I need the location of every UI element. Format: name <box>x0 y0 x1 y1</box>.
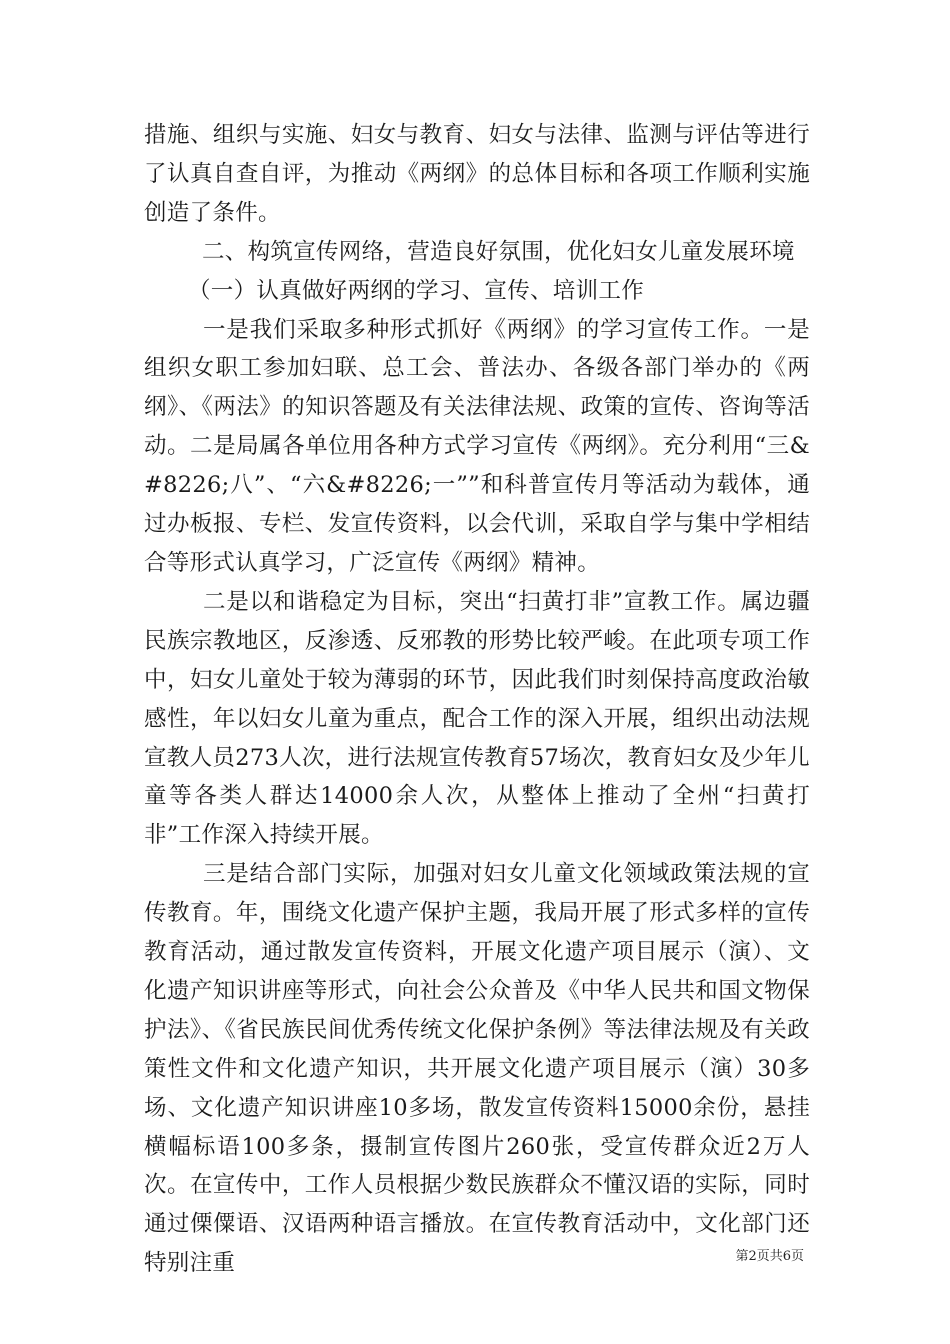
subsection-heading: （一）认真做好两纲的学习、宣传、培训工作 <box>188 277 645 304</box>
section-heading: 二、构筑宣传网络，营造良好氛围，优化妇女儿童发展环境 <box>202 238 795 265</box>
page-number: 第2页共6页 <box>735 1249 804 1264</box>
paragraph-continuation: 措施、组织与实施、妇女与教育、妇女与法律、监测与评估等进行了认真自查自评，为推动《两纲》的总体目标和各项工作顺利实施创造了条件。 <box>144 122 810 226</box>
document-body <box>144 116 810 1283</box>
paragraph-study-publicity: 一是我们采取多种形式抓好《两纲》的学习宣传工作。一是组织女职工参加妇联、总工会、普法办、各级各部门举办的《两纲》、《两法》的知识答题及有关法律法规、政策的宣传、咨询等活动。二是局属各单位用各种方式学习宣传《两纲》。充分利用“三&#8226;八”、“六&#8226;一””和科普宣传月等活动为载体，通过办板报、专栏、发宣传资料，以会代训，采取自学与集中学相结合等形式认真学习，广泛宣传《两纲》精神。 <box>144 316 810 576</box>
paragraph-cultural-heritage: 三是结合部门实际，加强对妇女儿童文化领域政策法规的宣传教育。年，围绕文化遗产保护主题，我局开展了形式多样的宣传教育活动，通过散发宣传资料，开展文化遗产项目展示（演）、文化遗产知识讲座等形式，向社会公众普及《中华人民共和国文物保护法》、《省民族民间优秀传统文化保护条例》等法律法规及有关政策性文件和文化遗产知识，共开展文化遗产项目展示（演）30多场、文化遗产知识讲座10多场，散发宣传资料15000余份，悬挂横幅标语100多条，摄制宣传图片260张，受宣传群众近2万人次。在宣传中，工作人员根据少数民族群众不懂汉语的实际，同时通过傈僳语、汉语两种语言播放。在宣传教育活动中，文化部门还特别注重 <box>144 861 810 1277</box>
paragraph-anti-pornography: 二是以和谐稳定为目标，突出“扫黄打非”宣教工作。属边疆民族宗教地区，反渗透、反邪教的形势比较严峻。在此项专项工作中，妇女儿童处于较为薄弱的环节，因此我们时刻保持高度政治敏感性，年以妇女儿童为重点，配合工作的深入开展，组织出动法规宣教人员273人次，进行法规宣传教育57场次，教育妇女及少年儿童等各类人群达14000余人次，从整体上推动了全州“扫黄打非”工作深入持续开展。 <box>144 588 810 849</box>
